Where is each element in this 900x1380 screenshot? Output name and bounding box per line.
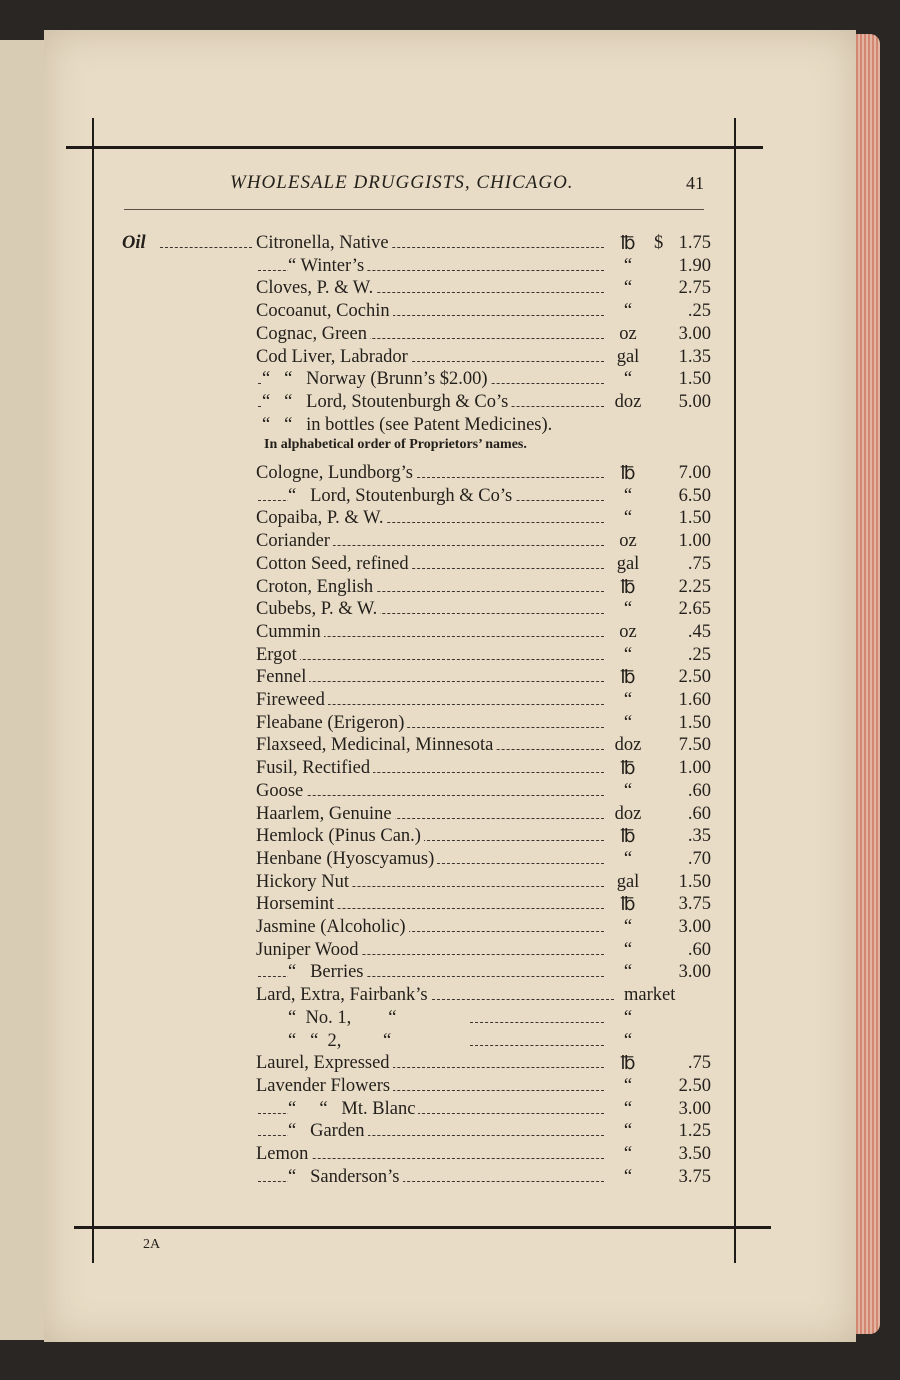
list-item: [0, 894, 900, 917]
item-name: “ Sanderson’s: [288, 1167, 403, 1188]
list-item: [0, 1053, 900, 1076]
item-name: Hemlock (Pinus Can.): [256, 826, 424, 847]
item-price: 1.25: [678, 1121, 711, 1142]
item-price: 1.35: [678, 346, 711, 367]
item-unit: “: [604, 1076, 652, 1097]
item-name: “ Winter’s: [288, 256, 367, 277]
item-name: Fleabane (Erigeron): [256, 713, 407, 734]
item-price: 7.00: [678, 463, 711, 483]
item-price: 7.50: [678, 735, 711, 756]
dollar-sign: $: [654, 233, 664, 253]
list-item: [0, 233, 900, 256]
item-price: 1.50: [678, 508, 711, 529]
item-name: Hickory Nut: [256, 872, 352, 893]
list-item: [0, 962, 900, 985]
item-price: .25: [687, 301, 711, 322]
dot-leader: [258, 681, 614, 682]
item-price: 1.00: [678, 531, 711, 552]
list-item: [0, 690, 900, 713]
item-unit: “: [604, 645, 652, 666]
list-item: [0, 278, 900, 301]
top-rule: [66, 146, 763, 149]
list-item: [0, 645, 900, 668]
item-name: Cummin: [256, 622, 324, 643]
item-unit: doz: [604, 392, 652, 413]
item-name: Haarlem, Genuine: [256, 804, 395, 825]
item-name: “ Garden: [288, 1121, 368, 1142]
item-unit: “: [604, 301, 652, 322]
item-name: Goose: [256, 781, 306, 802]
list-item: [0, 872, 900, 895]
item-name: Cognac, Green: [256, 324, 370, 345]
item-name: “ “ Mt. Blanc: [288, 1099, 418, 1120]
item-name: Citronella, Native: [256, 233, 392, 254]
item-name: Ergot: [256, 645, 300, 666]
item-unit: “: [604, 849, 652, 870]
item-unit: gal: [604, 872, 652, 893]
item-name: Cocoanut, Cochin: [256, 301, 393, 322]
list-item: [0, 917, 900, 940]
item-price: 5.00: [678, 391, 711, 412]
dot-leader: [470, 1022, 614, 1023]
list-item: [0, 1121, 900, 1144]
item-price: 2.75: [678, 278, 711, 299]
list-item: [0, 1008, 900, 1031]
item-name: “ “ in bottles (see Patent Medicines).: [262, 415, 555, 436]
item-name: Lemon: [256, 1144, 311, 1165]
list-item: [0, 622, 900, 645]
item-price: 3.00: [678, 962, 711, 983]
item-unit: “: [604, 1144, 652, 1165]
item-unit: “: [604, 781, 652, 802]
item-price: .35: [687, 826, 711, 847]
list-item: [0, 531, 900, 554]
category-leader: [160, 247, 252, 248]
item-name: Cotton Seed, refined: [256, 554, 412, 575]
list-item: [0, 577, 900, 600]
item-unit: “: [604, 508, 652, 529]
item-unit: oz: [604, 531, 652, 552]
item-unit: gal: [604, 554, 652, 575]
item-name: Fennel: [256, 667, 309, 688]
header-rule: [124, 209, 704, 210]
list-item: [0, 486, 900, 509]
list-item: [0, 508, 900, 531]
section-note: In alphabetical order of Proprietors’ names.: [264, 437, 530, 453]
list-item: [0, 554, 900, 577]
list-item: [0, 735, 900, 758]
list-item: [0, 415, 900, 438]
list-item: [0, 1031, 900, 1054]
item-name: Laurel, Expressed: [256, 1053, 393, 1074]
item-unit: “: [604, 1031, 652, 1052]
item-unit: ℔: [604, 233, 652, 255]
item-unit: “: [604, 1008, 652, 1029]
item-name: Henbane (Hyoscyamus): [256, 849, 437, 870]
running-head: WHOLESALE DRUGGISTS, CHICAGO.: [230, 172, 574, 193]
item-name: Copaiba, P. & W.: [256, 508, 386, 529]
item-price: 3.75: [678, 1166, 711, 1187]
item-name: “ “ Lord, Stoutenburgh & Co’s: [262, 392, 511, 413]
item-price: 1.50: [678, 871, 711, 892]
list-item: [0, 781, 900, 804]
list-item: [0, 826, 900, 849]
list-item: [0, 667, 900, 690]
item-price: 1.90: [678, 255, 711, 276]
item-unit: doz: [604, 804, 652, 825]
item-price: 2.50: [678, 1075, 711, 1096]
page-number: 41: [686, 173, 704, 193]
dot-leader: [470, 1045, 614, 1046]
item-unit: oz: [604, 622, 652, 643]
item-price: 3.00: [678, 1098, 711, 1119]
item-name: “ “ Norway (Brunn’s $2.00): [262, 369, 491, 390]
item-price: 3.00: [678, 323, 711, 344]
item-price: .60: [687, 803, 711, 824]
list-item: [0, 256, 900, 279]
item-price: .60: [687, 780, 711, 801]
item-unit: ℔: [604, 758, 652, 780]
item-price: 3.00: [678, 917, 711, 937]
list-item: [0, 1144, 900, 1167]
item-unit: ℔: [604, 463, 652, 485]
dot-leader: [258, 795, 614, 796]
item-unit: “: [604, 690, 652, 711]
item-name: Horsemint: [256, 894, 337, 915]
item-price: 1.50: [678, 369, 711, 390]
category-label: Oil: [122, 233, 146, 253]
item-name: Juniper Wood: [256, 940, 361, 961]
item-unit: ℔: [604, 667, 652, 689]
item-unit: “: [604, 962, 652, 983]
item-unit: “: [604, 940, 652, 961]
list-item: [0, 347, 900, 370]
item-name: Jasmine (Alcoholic): [256, 917, 409, 938]
item-name: Croton, English: [256, 577, 376, 598]
item-unit: “: [604, 278, 652, 299]
item-unit: “: [604, 917, 652, 938]
item-name: “ No. 1, “: [288, 1008, 399, 1029]
list-item: [0, 1167, 900, 1190]
list-item: [0, 369, 900, 392]
list-item: [0, 713, 900, 736]
item-name: Lavender Flowers: [256, 1076, 393, 1097]
item-unit: market: [624, 985, 676, 1006]
item-price: 6.50: [678, 485, 711, 506]
item-unit: “: [604, 599, 652, 620]
item-unit: “: [604, 1099, 652, 1120]
item-unit: “: [604, 256, 652, 277]
item-unit: ℔: [604, 826, 652, 848]
item-name: Cloves, P. & W.: [256, 278, 376, 299]
item-name: Cubebs, P. & W.: [256, 599, 380, 620]
list-item: [0, 758, 900, 781]
list-item: [0, 392, 900, 415]
list-item: [0, 940, 900, 963]
item-name: Coriander: [256, 531, 333, 552]
list-item: [0, 849, 900, 872]
item-price: 2.65: [678, 599, 711, 620]
item-name: Cologne, Lundborg’s: [256, 463, 416, 484]
item-unit: ℔: [604, 1053, 652, 1075]
item-price: 1.50: [678, 712, 711, 733]
item-name: “ “ 2, “: [288, 1031, 394, 1052]
signature-mark: 2A: [143, 1237, 161, 1252]
item-unit: doz: [604, 735, 652, 756]
item-unit: ℔: [604, 894, 652, 916]
item-price: .45: [687, 621, 711, 642]
item-price: 1.75: [678, 233, 711, 253]
item-name: Fusil, Rectified: [256, 758, 373, 779]
item-unit: “: [604, 1167, 652, 1188]
item-price: .60: [687, 939, 711, 960]
list-item: [0, 985, 900, 1008]
item-price: 1.00: [678, 758, 711, 779]
list-item: [0, 324, 900, 347]
bottom-rule: [74, 1226, 771, 1229]
item-price: 2.25: [678, 576, 711, 597]
dot-leader: [258, 659, 614, 660]
item-price: 3.50: [678, 1144, 711, 1164]
item-unit: oz: [604, 324, 652, 345]
item-name: Cod Liver, Labrador: [256, 347, 411, 368]
item-price: 3.75: [678, 894, 711, 915]
item-unit: gal: [604, 347, 652, 368]
item-name: Lard, Extra, Fairbank’s: [256, 985, 431, 1006]
list-item: [0, 804, 900, 827]
list-item: [0, 301, 900, 324]
item-price: .75: [687, 1053, 711, 1074]
item-unit: “: [604, 713, 652, 734]
item-unit: “: [604, 1121, 652, 1142]
item-price: .25: [687, 644, 711, 665]
item-unit: “: [604, 369, 652, 390]
list-item: [0, 1076, 900, 1099]
item-name: “ Lord, Stoutenburgh & Co’s: [288, 486, 515, 507]
item-price: .70: [687, 848, 711, 869]
list-item: [0, 599, 900, 622]
item-name: Flaxseed, Medicinal, Minnesota: [256, 735, 496, 756]
item-unit: ℔: [604, 577, 652, 599]
item-price: .75: [687, 553, 711, 574]
item-name: Fireweed: [256, 690, 328, 711]
item-unit: “: [604, 486, 652, 507]
list-item: [0, 1099, 900, 1122]
list-item: [0, 463, 900, 486]
item-price: 1.60: [678, 690, 711, 710]
item-price: 2.50: [678, 667, 711, 688]
list-item: [0, 437, 900, 460]
item-name: “ Berries: [288, 962, 367, 983]
